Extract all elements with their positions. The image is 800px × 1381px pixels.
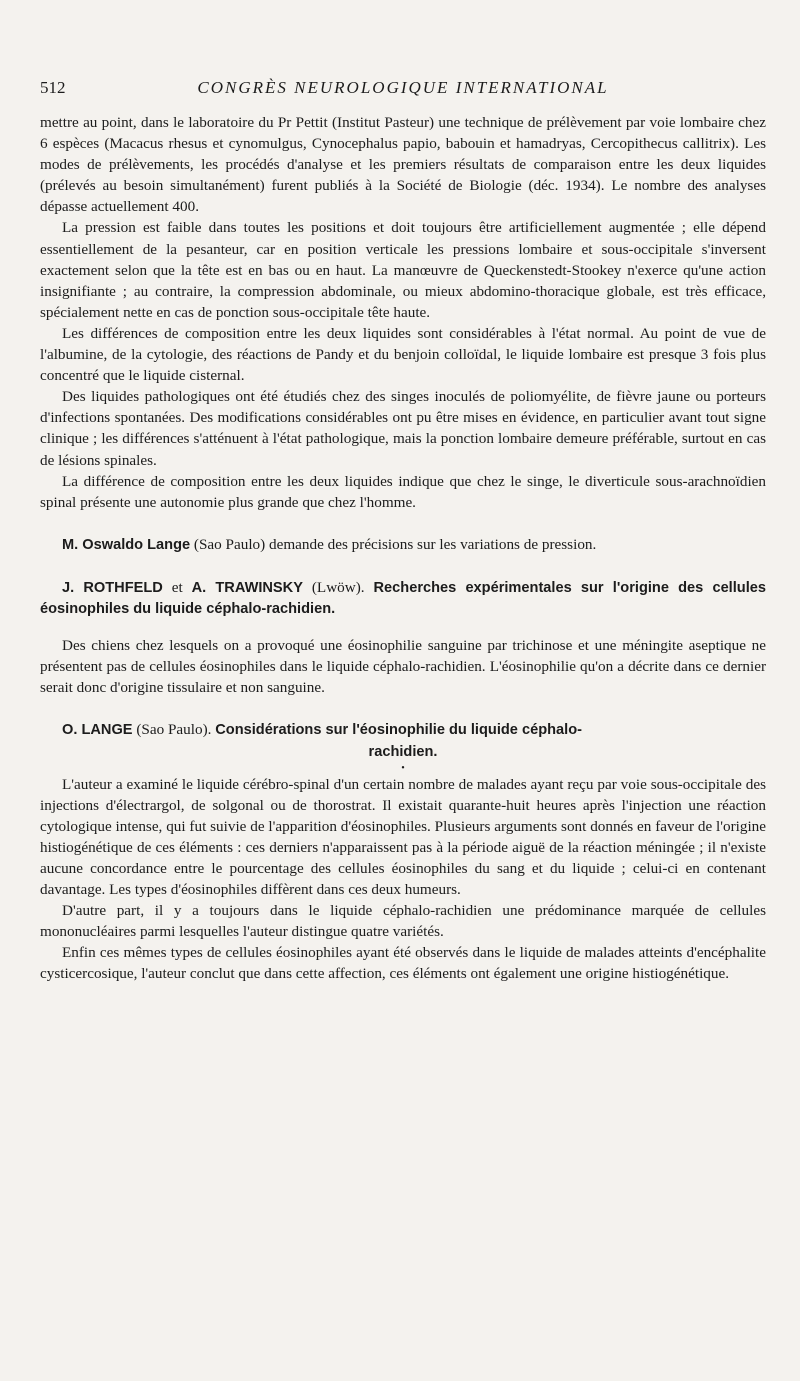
author-city: (Lwöw). (302, 578, 374, 596)
speaker-name: M. Oswaldo Lange (62, 536, 191, 553)
discussion-paragraph (40, 534, 766, 556)
article-heading (40, 719, 766, 742)
spacer (40, 621, 766, 635)
paragraph: La pression est faible dans toutes les positions et doit toujours être artificiellement augmentée ; elle dépend essentiellement de la pesanteur, car en position verticale les pressions lombaire et sous-occipitale s'inversent exactement selon que la tête est en bas ou en haut. La manœuvre de Queckenstedt-Stookey n'exerce qu'une action insignifiante ; au contraire, la compression abdominale, ou mieux abdomino-thoracique globale, est très efficace, spécialement nette en cas de ponction sous-occipitale tête haute. (40, 219, 766, 321)
article-title-continued: rachidien. (368, 743, 438, 760)
author-city: (Sao Paulo). (132, 721, 216, 739)
conjunction: et (162, 578, 192, 596)
ink-speck: • (401, 762, 405, 774)
author-name: O. LANGE (62, 722, 133, 739)
author-name: A. TRAWINSKY (191, 579, 303, 596)
running-title: CONGRÈS NEUROLOGIQUE INTERNATIONAL (197, 78, 609, 97)
spacer (40, 513, 766, 534)
paragraph: mettre au point, dans le laboratoire du Pr Pettit (Institut Pasteur) une technique de prélèvement par voie lombaire chez 6 espèces (Macacus rhesus et cynomulgus, Cynocephalus papio, babouin et hamadryas, Cercopithecus callitrix). Les modes de prélèvements, les procédés d'analyse et les premiers résultats de comparaison entre les deux liquides (prélevés au besoin simultanément) furent publiés à la Société de Biologie (déc. 1934). Le nombre des analyses dépasse actuellement 400. (40, 114, 766, 216)
paragraph: Enfin ces mêmes types de cellules éosinophiles ayant été observés dans le liquide de malades atteints d'encéphalite cysticercosique, l'auteur conclut que dans cette affection, ces éléments ont également une origine histiogénétique. (40, 944, 766, 983)
article-title: Recherches expérimentales sur l'origine des cellules éosinophiles du liquide céphalo-rachidien. (40, 579, 766, 618)
article-heading (40, 577, 766, 621)
paragraph: Des chiens chez lesquels on a provoqué une éosinophilie sanguine par trichinose et une méningite aseptique ne présentent pas de cellules éosinophiles dans le liquide céphalo-rachidien. L'éosinophilie qu'on a décrite dans ce dernier serait donc d'origine tissulaire et non sanguine. (40, 637, 766, 697)
paragraph: L'auteur a examiné le liquide cérébro-spinal d'un certain nombre de malades ayant reçu par voie sous-occipitale des injections d'électrargol, de solgonal ou de thorostrat. Il existait quarante-huit heures après l'injection une réaction cytologique intense, qui fut suivie de l'apparition d'éosinophiles. Plusieurs arguments sont donnés en faveur de l'origine histiogénétique de ces éléments : ces derniers n'apparaissent pas à la période aiguë de la réaction méningée ; il n'existe aucune concordance entre le pourcentage des cellules éosinophiles du sang et du liquide ; celui-ci en contenant davantage. Les types d'éosinophiles diffèrent dans ces deux humeurs. (40, 775, 766, 898)
paragraph: D'autre part, il y a toujours dans le liquide céphalo-rachidien une prédominance marquée de cellules mononucléaires parmi lesquelles l'auteur distingue quatre variétés. (40, 902, 766, 941)
discussion-text: (Sao Paulo) demande des précisions sur les variations de pression. (190, 535, 597, 553)
author-name: J. ROTHFELD (62, 579, 163, 596)
spacer (40, 698, 766, 719)
section-rothfeld (40, 577, 766, 698)
article-title: Considérations sur l'éosinophilie du liquide céphalo- (215, 722, 582, 739)
page-header (40, 78, 766, 104)
section-monkey-csf (40, 112, 766, 513)
section-lange (40, 719, 766, 984)
paragraph: Des liquides pathologiques ont été étudiés chez des singes inoculés de poliomyélite, de fièvre jaune ou porteurs d'infections spontanées. Des modifications considérables ont pu être mises en évidence, en particulier avant tout signe clinique ; les différences s'atténuent à l'état pathologique, mais la ponction lombaire demeure préférable, surtout en cas de lésions spinales. (40, 388, 766, 469)
page-number: 512 (40, 78, 66, 97)
paragraph: Les différences de composition entre les deux liquides sont considérables à l'état normal. Au point de vue de l'albumine, de la cytologie, des réactions de Pandy et du benjoin colloïdal, le liquide lombaire est presque 3 fois plus concentré que le liquide cisternal. (40, 324, 766, 385)
paragraph: La différence de composition entre les deux liquides indique que chez le singe, le diverticule sous-arachnoïdien spinal présente une autonomie plus grande que chez l'homme. (40, 472, 766, 511)
spacer (40, 556, 766, 577)
